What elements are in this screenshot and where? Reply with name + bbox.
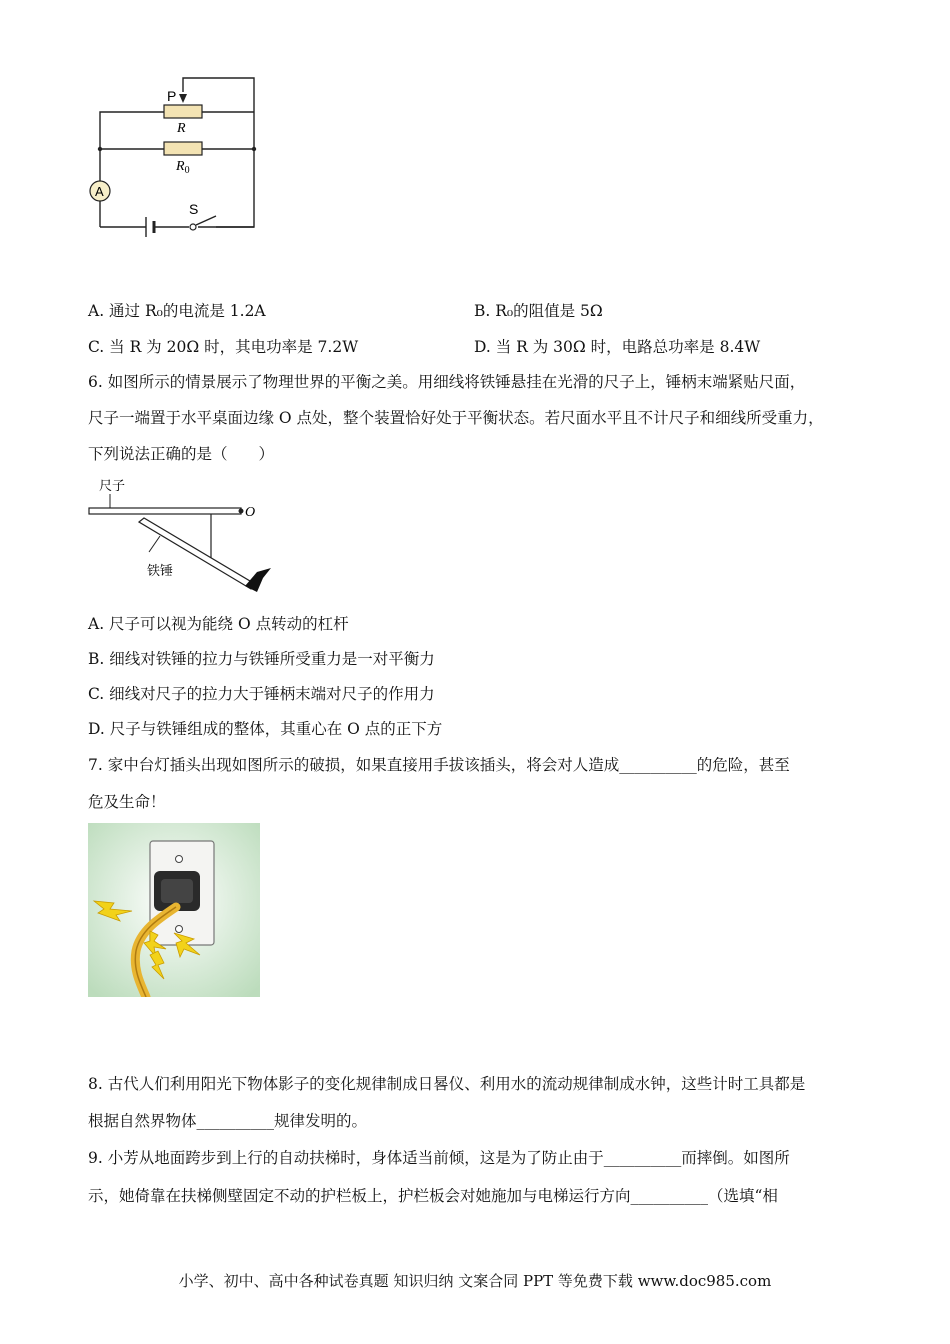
label-r: R (177, 121, 186, 136)
q9-line-2: 示，她倚靠在扶梯侧壁固定不动的护栏板上，护栏板会对她施加与电梯运行方向__________（选填“相 (88, 1187, 778, 1205)
q6-line-2: 尺子一端置于水平桌面边缘 O 点处，整个装置恰好处于平衡状态。若尺面水平且不计尺子和细线所受重力， (88, 409, 824, 427)
fig-label-o: O (245, 505, 256, 520)
label-a: A (95, 184, 104, 199)
q9-line-1: 9. 小芳从地面跨步到上行的自动扶梯时，身体适当前倾，这是为了防止由于__________而摔倒。如图所 (88, 1149, 790, 1167)
label-p: P (167, 88, 177, 104)
q5-option-d: D. 当 R 为 30Ω 时，电路总功率是 8.4W (474, 338, 761, 356)
page-footer: 小学、初中、高中各种试卷真题 知识归纳 文案合同 PPT 等免费下载 www.doc985.com (178, 1272, 772, 1290)
damaged-plug-illustration (88, 823, 260, 997)
resistor-r (164, 105, 202, 118)
label-r0: $R_0$ (176, 159, 190, 176)
q6-option-a: A. 尺子可以视为能绕 O 点转动的杠杆 (88, 615, 349, 633)
circuit-diagram (85, 70, 275, 245)
q6-option-d: D. 尺子与铁锤组成的整体，其重心在 O 点的正下方 (88, 720, 443, 738)
q5-option-b: B. R₀的阻值是 5Ω (474, 302, 603, 320)
q5-option-a: A. 通过 R₀的电流是 1.2A (88, 302, 266, 320)
q6-line-3: 下列说法正确的是（ ） (88, 445, 275, 463)
resistor-r0 (164, 142, 202, 155)
fig-label-hammer: 铁锤 (147, 564, 174, 579)
q7-line-1: 7. 家中台灯插头出现如图所示的破损，如果直接用手拔该插头，将会对人造成__________的危险，甚至 (88, 756, 790, 774)
q6-option-c: C. 细线对尺子的拉力大于锤柄末端对尺子的作用力 (88, 685, 435, 703)
q5-option-c: C. 当 R 为 20Ω 时，其电功率是 7.2W (88, 338, 359, 356)
ruler-hammer-figure (85, 474, 285, 598)
q6-option-b: B. 细线对铁锤的拉力与铁锤所受重力是一对平衡力 (88, 650, 435, 668)
q7-line-2: 危及生命！ (88, 793, 166, 811)
fig-label-ruler: 尺子 (99, 479, 126, 494)
q8-line-1: 8. 古代人们利用阳光下物体影子的变化规律制成日晷仪、利用水的流动规律制成水钟，这些计时工具都是 (88, 1075, 806, 1093)
q8-line-2: 根据自然界物体__________规律发明的。 (88, 1112, 368, 1130)
label-s: S (189, 201, 199, 217)
q6-line-1: 6. 如图所示的情景展示了物理世界的平衡之美。用细线将铁锤悬挂在光滑的尺子上，锤柄末端紧贴尺面， (88, 373, 806, 391)
ruler-shape (89, 508, 241, 514)
